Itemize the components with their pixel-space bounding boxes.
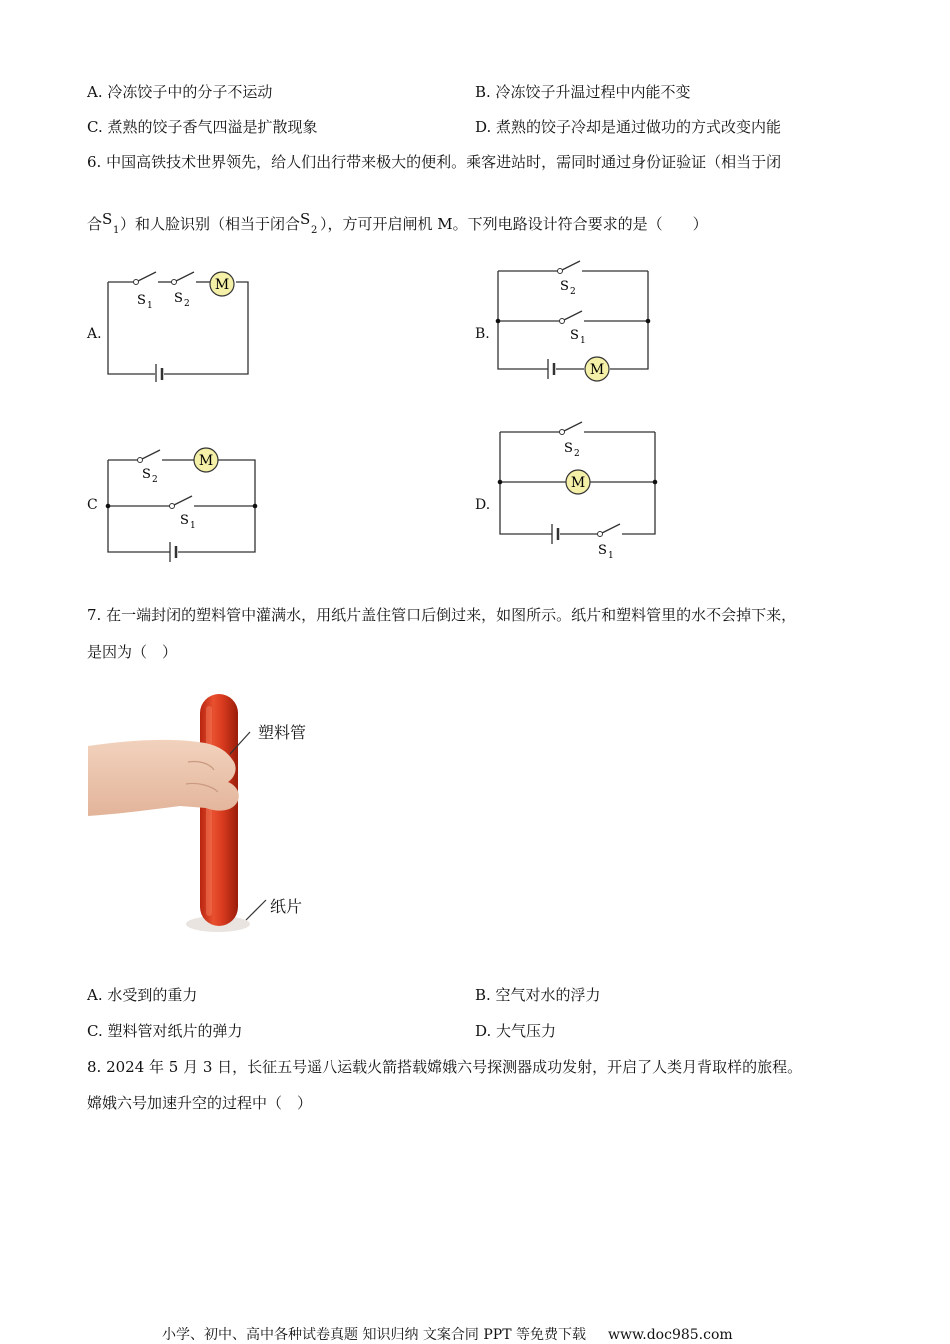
circuit-b-s1: S: [570, 328, 579, 343]
circuit-a-s1: S: [137, 293, 146, 308]
q6-s2-letter: S: [300, 210, 311, 228]
q6-text-b: ）和人脸识别（相当于闭合: [120, 215, 301, 233]
q6-stem-line1: 6. 中国高铁技术世界领先，给人们出行带来极大的便利。乘客进站时，需同时通过身份证验证（相当于闭: [87, 153, 782, 171]
circuit-d-label: D.: [475, 497, 491, 513]
circuit-a-motor: M: [214, 277, 230, 293]
circuit-d-diagram: [490, 414, 665, 569]
circuit-c-s2-sub: 2: [152, 475, 158, 485]
circuit-a-s2: S: [174, 291, 183, 306]
q8-stem-line1: 8. 2024 年 5 月 3 日，长征五号遥八运载火箭搭载嫦娥六号探测器成功发射，开启了人类月背取样的旅程。: [87, 1058, 803, 1076]
q7-stem-line1: 7. 在一端封闭的塑料管中灌满水，用纸片盖住管口后倒过来，如图所示。纸片和塑料管里的水不会掉下来，: [87, 606, 797, 624]
circuit-a-s2-sub: 2: [184, 299, 190, 309]
circuit-c-s1: S: [180, 513, 189, 528]
circuit-b-label: B.: [475, 326, 490, 342]
paper-label: 纸片: [270, 897, 303, 916]
q7-option-b: B. 空气对水的浮力: [475, 986, 601, 1004]
circuit-d-s2-sub: 2: [574, 449, 580, 459]
circuit-c-s2: S: [142, 467, 151, 482]
q6-stem-line2: [87, 210, 708, 236]
circuit-d-motor: M: [570, 475, 586, 491]
circuit-b-s1-sub: 1: [580, 336, 586, 346]
circuit-b-s2: S: [560, 279, 569, 294]
q5-option-b: B. 冷冻饺子升温过程中内能不变: [475, 83, 691, 101]
q6-text-a: 合: [87, 215, 103, 233]
circuit-d-s1: S: [598, 543, 607, 558]
hand-icon: [88, 740, 239, 816]
q5-option-c: C. 煮熟的饺子香气四溢是扩散现象: [87, 118, 318, 136]
circuit-b-diagram: [490, 255, 660, 385]
circuit-b-s2-sub: 2: [570, 287, 576, 297]
circuit-c-motor: M: [198, 453, 214, 469]
circuit-a-diagram: [100, 262, 260, 382]
circuit-c-label: C: [87, 497, 98, 513]
circuit-a-label: A.: [87, 326, 102, 342]
circuit-a-s1-sub: 1: [147, 301, 153, 311]
q5-option-a: A. 冷冻饺子中的分子不运动: [87, 83, 273, 101]
q6-s1-letter: S: [102, 210, 113, 228]
q7-option-a: A. 水受到的重力: [87, 986, 198, 1004]
page-footer: [162, 1324, 733, 1344]
q6-s1-subscript: 1: [113, 225, 120, 236]
circuit-b-motor: M: [589, 362, 605, 378]
q7-stem-line2: 是因为（ ）: [87, 643, 178, 661]
circuit-d-s2: S: [564, 441, 573, 456]
circuit-d-s1-sub: 1: [608, 551, 614, 561]
q5-option-d: D. 煮熟的饺子冷却是通过做功的方式改变内能: [475, 118, 782, 136]
footer-text: 小学、初中、高中各种试卷真题 知识归纳 文案合同 PPT 等免费下载: [162, 1327, 586, 1343]
inverted-tube-photo: [88, 678, 348, 950]
q6-s2-subscript: 2: [311, 225, 318, 236]
circuit-c-s1-sub: 1: [190, 521, 196, 531]
q8-stem-line2: 嫦娥六号加速升空的过程中（ ）: [87, 1094, 313, 1112]
q7-option-c: C. 塑料管对纸片的弹力: [87, 1022, 243, 1040]
q6-text-c: ），方可开启闸机 M。下列电路设计符合要求的是（ ）: [320, 215, 708, 233]
circuit-c-diagram: [100, 440, 265, 565]
q7-option-d: D. 大气压力: [475, 1022, 557, 1040]
tube-label: 塑料管: [258, 723, 307, 742]
footer-url-link[interactable]: www.doc985.com: [607, 1327, 733, 1343]
